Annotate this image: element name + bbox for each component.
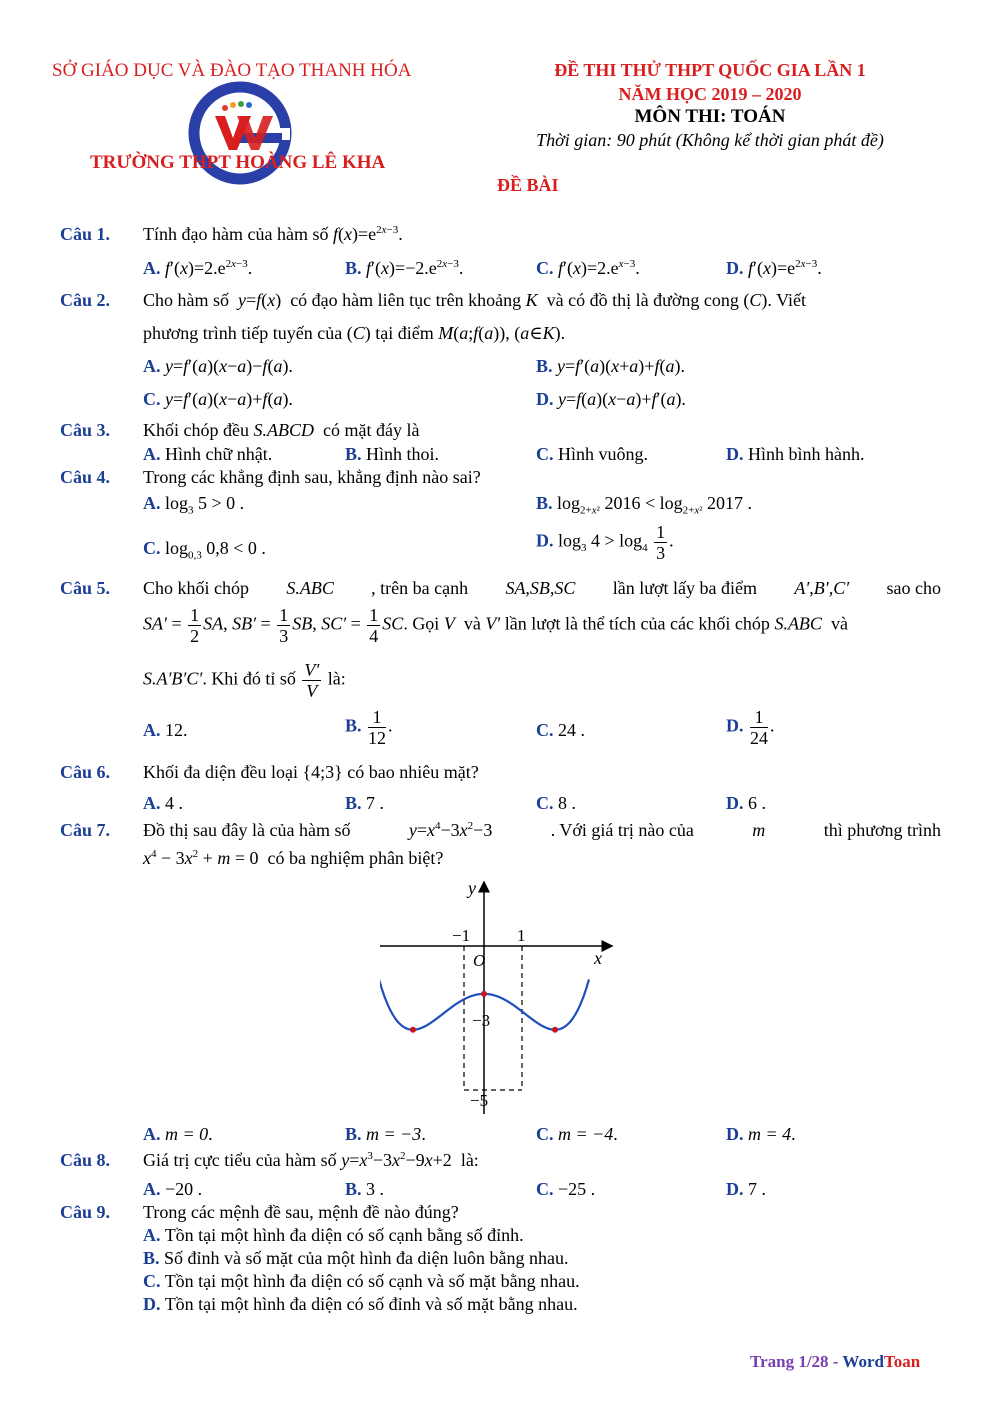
- q1-number: Câu 1.: [60, 224, 111, 244]
- q3-option-a[interactable]: A. Hình chữ nhật.: [143, 444, 273, 464]
- page-number: Trang 1/28 -: [750, 1352, 843, 1371]
- q3-text: Khối chóp đều S.ABCD có mặt đáy là: [143, 420, 420, 440]
- exam-title: ĐỀ THI THỬ THPT QUỐC GIA LẦN 1: [554, 60, 866, 80]
- q6-number: Câu 6.: [60, 762, 111, 782]
- q6-option-b[interactable]: B. 7 .: [345, 793, 385, 813]
- q3-option-d[interactable]: D. Hình bình hành.: [726, 444, 865, 464]
- q7-option-a[interactable]: A. m = 0.: [143, 1124, 213, 1144]
- origin-label: O: [473, 951, 486, 970]
- q8-option-d[interactable]: D. 7 .: [726, 1179, 766, 1199]
- q4-number: Câu 4.: [60, 467, 111, 487]
- q1-text: Tính đạo hàm của hàm số $f(x)=e^{2x-3}$.: [143, 224, 403, 244]
- q5-option-b[interactable]: B. $\frac{1}{12}$ .: [345, 707, 393, 748]
- q8-option-c[interactable]: C. −25 .: [536, 1179, 596, 1199]
- q7-option-b[interactable]: B. m = −3.: [345, 1124, 426, 1144]
- q5-option-c[interactable]: C. 24 .: [536, 720, 585, 740]
- brand-toan: Toan: [883, 1352, 921, 1371]
- q7-text-line2: $x^4 - 3x^2 + m = 0$ có ba nghiệm phân biệt?: [143, 848, 444, 868]
- page-footer: [750, 1352, 920, 1372]
- q2-option-a[interactable]: A. y=f′(a)(x−a)−f(a).: [143, 356, 293, 376]
- q5-option-d[interactable]: D. $\frac{1}{24}$ .: [726, 707, 775, 748]
- q9-option-c[interactable]: C. Tồn tại một hình đa diện có số cạnh và số mặt bằng nhau.: [143, 1271, 580, 1291]
- q5-option-a[interactable]: A. 12.: [143, 720, 188, 740]
- q4-text: Trong các khẳng định sau, khẳng định nào sai?: [143, 467, 481, 487]
- tick-pos1: 1: [517, 926, 526, 945]
- q8-option-b[interactable]: B. 3 .: [345, 1179, 385, 1199]
- q7-text-line1: Đồ thị sau đây là của hàm số $y=x^4-3x^2-3$ . Với giá trị nào của m thì phương trình: [143, 820, 941, 840]
- y-label: y: [468, 878, 476, 898]
- tick-neg1: −1: [452, 926, 471, 945]
- min-point-left: [410, 1027, 416, 1033]
- q5-text-line1: Cho khối chóp S.ABC , trên ba cạnh SA,SB,SC lần lượt lấy ba điểm A′,B′,C′ sao cho: [143, 578, 941, 598]
- q2-option-b[interactable]: B. y=f′(a)(x+a)+f(a).: [536, 356, 685, 376]
- q9-option-a[interactable]: A. Tồn tại một hình đa diện có số cạnh bằng số đỉnh.: [143, 1225, 524, 1245]
- exam-time: Thời gian: 90 phút (Không kể thời gian phát đề): [536, 130, 884, 150]
- q6-option-c[interactable]: C. 8 .: [536, 793, 576, 813]
- q4-option-a[interactable]: A. $\log_3 5 > 0$ .: [143, 493, 245, 517]
- q3-number: Câu 3.: [60, 420, 111, 440]
- q2-text-line1: Cho hàm số y=f(x) có đạo hàm liên tục trên khoảng K và có đồ thị là đường cong (C). Viết: [143, 290, 806, 310]
- department-name: SỞ GIÁO DỤC VÀ ĐÀO TẠO THANH HÓA: [52, 60, 412, 81]
- q5-text-line3: S.A′B′C′. Khi đó tỉ số $\frac{V'}{V}$ là:: [143, 660, 346, 701]
- section-title: ĐỀ BÀI: [497, 175, 559, 195]
- q9-option-b[interactable]: B. Số đỉnh và số mặt của một hình đa diện luôn bằng nhau.: [143, 1248, 569, 1268]
- q1-option-a[interactable]: A. $f'(x)=2.e^{2x-3}$.: [143, 258, 253, 278]
- q9-option-d[interactable]: D. Tồn tại một hình đa diện có số đỉnh và số mặt bằng nhau.: [143, 1294, 578, 1314]
- exam-year: NĂM HỌC 2019 – 2020: [618, 84, 802, 104]
- q7-function-graph: [380, 878, 620, 1118]
- brand-word: Word: [842, 1352, 884, 1371]
- q1-option-c[interactable]: C. $f'(x)=2.e^{x-3}$.: [536, 258, 640, 278]
- tick-neg5: −5: [470, 1091, 489, 1110]
- q8-text: Giá trị cực tiểu của hàm số $y=x^3-3x^2-9x+2$ là:: [143, 1150, 479, 1170]
- q8-option-a[interactable]: A. −20 .: [143, 1179, 203, 1199]
- q7-option-c[interactable]: C. m = −4.: [536, 1124, 618, 1144]
- q3-option-c[interactable]: C. Hình vuông.: [536, 444, 648, 464]
- q3-option-b[interactable]: B. Hình thoi.: [345, 444, 440, 464]
- x-label: x: [594, 948, 602, 968]
- exam-subject: MÔN THI: TOÁN: [634, 106, 786, 127]
- q2-option-d[interactable]: D. y=f(a)(x−a)+f′(a).: [536, 389, 686, 409]
- q4-option-b[interactable]: B. $\log_{2+x^2} 2016 < \log_{2+x^2} 2017$ .: [536, 493, 753, 517]
- q1-option-d[interactable]: D. $f'(x)=e^{2x-3}$.: [726, 258, 822, 278]
- q9-number: Câu 9.: [60, 1202, 111, 1222]
- q8-number: Câu 8.: [60, 1150, 111, 1170]
- q5-number: Câu 5.: [60, 578, 111, 598]
- q4-option-c[interactable]: C. $\log_{0,3} 0,8 < 0$ .: [143, 538, 266, 562]
- q2-option-c[interactable]: C. y=f′(a)(x−a)+f(a).: [143, 389, 293, 409]
- q5-text-line2: SA′ = $\frac{1}{2}$ SA, SB′ = $\frac{1}{3}$ SB, SC′ = $\frac{1}{4}$ SC. Gọi V và V′ lần lượt là thể tích của các khối chóp S.ABC và: [143, 605, 848, 646]
- min-point-right: [552, 1027, 558, 1033]
- q6-option-a[interactable]: A. 4 .: [143, 793, 183, 813]
- local-max-point: [481, 991, 487, 997]
- q6-text: Khối đa diện đều loại {4;3} có bao nhiêu mặt?: [143, 762, 479, 782]
- q4-option-d[interactable]: D. $\log_3 4 > \log_4$ $\frac{1}{3}$ .: [536, 522, 674, 563]
- q1-option-b[interactable]: B. $f'(x)=-2.e^{2x-3}$.: [345, 258, 464, 278]
- tick-neg3: −3: [472, 1011, 491, 1030]
- q7-number: Câu 7.: [60, 820, 111, 840]
- q2-number: Câu 2.: [60, 290, 111, 310]
- school-name: TRƯỜNG THPT HOÀNG LÊ KHA: [90, 152, 386, 173]
- q7-option-d[interactable]: D. m = 4.: [726, 1124, 796, 1144]
- q6-option-d[interactable]: D. 6 .: [726, 793, 766, 813]
- q2-text-line2: phương trình tiếp tuyến của (C) tại điểm M(a;f(a)), (a∈K).: [143, 323, 566, 343]
- q9-text: Trong các mệnh đề sau, mệnh đề nào đúng?: [143, 1202, 459, 1222]
